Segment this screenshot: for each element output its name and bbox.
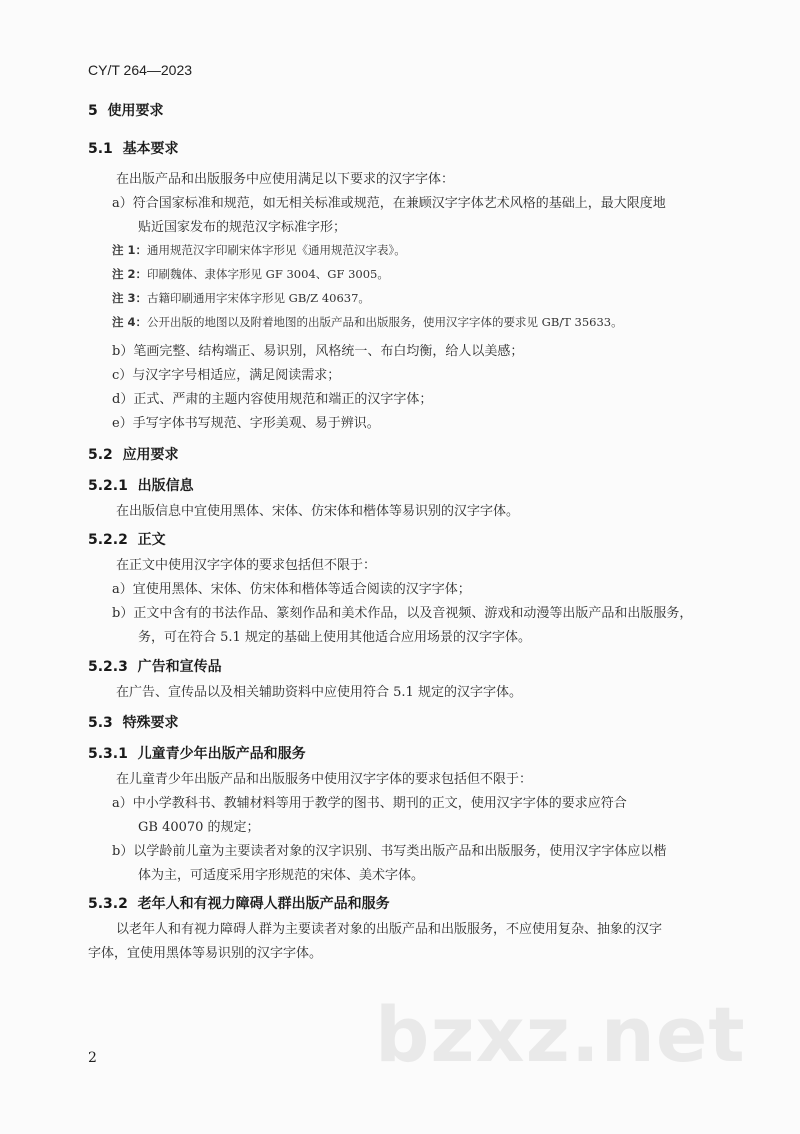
note-label: 注 4： (112, 315, 148, 329)
list-item-a-continued: 贴近国家发布的规范汉字标准字形； (138, 220, 347, 235)
section-title: 出版信息 (137, 478, 194, 494)
section-5-3-heading (88, 712, 179, 732)
note-2 (112, 266, 389, 282)
note-text: 通用规范汉字印刷宋体字形见《通用规范汉字表》。 (147, 243, 406, 257)
paragraph: 在儿童青少年出版产品和出版服务中使用汉字字体的要求包括但不限于： (116, 772, 533, 787)
watermark: bzxz.net (375, 990, 746, 1079)
note-label: 注 2： (112, 267, 148, 281)
list-item-b-continued: 务，可在符合 5.1 规定的基础上使用其他适合应用场景的汉字字体。 (138, 630, 531, 645)
section-number: 5.3.1 (88, 746, 128, 762)
section-title: 基本要求 (122, 141, 179, 157)
list-item-b-continued: 体为主，可适度采用字形规范的宋体、美术字体。 (138, 868, 425, 883)
note-3 (112, 290, 370, 306)
section-5-3-1-heading (88, 743, 306, 763)
note-text: 公开出版的地图以及附着地图的出版产品和出版服务，使用汉字字体的要求见 GB/T 35633。 (147, 315, 623, 329)
section-number: 5 (88, 103, 98, 119)
list-item-b: b）正文中含有的书法作品、篆刻作品和美术作品，以及音视频、游戏和动漫等出版产品和出版服务， (112, 606, 693, 621)
list-item-c: c）与汉字字号相适应，满足阅读需求； (112, 368, 341, 383)
section-5-1-heading (88, 138, 179, 158)
section-title: 广告和宣传品 (137, 659, 222, 675)
section-number: 5.2 (88, 447, 113, 463)
list-item-a-continued: GB 40070 的规定； (138, 820, 260, 835)
note-text: 印刷魏体、隶体字形见 GF 3004、GF 3005。 (147, 267, 389, 281)
section-5-2-heading (88, 444, 179, 464)
page-number: 2 (88, 1050, 97, 1066)
note-1 (112, 242, 406, 258)
section-number: 5.2.2 (88, 532, 128, 548)
section-number: 5.2.1 (88, 478, 128, 494)
list-item-d: d）正式、严肃的主题内容使用规范和端正的汉字字体； (112, 392, 433, 407)
section-5-2-1-heading (88, 475, 194, 495)
section-title: 特殊要求 (122, 715, 179, 731)
section-number: 5.3 (88, 715, 113, 731)
note-label: 注 3： (112, 291, 148, 305)
list-item-b: b）以学龄前儿童为主要读者对象的汉字识别、书写类出版产品和出版服务，使用汉字字体应以楷 (112, 844, 667, 859)
paragraph: 在正文中使用汉字字体的要求包括但不限于： (116, 558, 377, 573)
note-4 (112, 314, 623, 330)
list-item-a: a）宜使用黑体、宋体、仿宋体和楷体等适合阅读的汉字字体； (112, 582, 471, 597)
list-item-b: b）笔画完整、结构端正、易识别，风格统一、布白均衡，给人以美感； (112, 344, 524, 359)
section-title: 正文 (137, 532, 166, 548)
note-text: 古籍印刷通用字宋体字形见 GB/Z 40637。 (147, 291, 370, 305)
paragraph: 以老年人和有视力障碍人群为主要读者对象的出版产品和出版服务，不应使用复杂、抽象的汉字 (116, 922, 663, 937)
section-title: 儿童青少年出版产品和服务 (137, 746, 306, 762)
section-title: 老年人和有视力障碍人群出版产品和服务 (137, 896, 390, 912)
section-5-heading (88, 100, 164, 120)
section-number: 5.1 (88, 141, 113, 157)
note-label: 注 1： (112, 243, 148, 257)
section-5-2-2-heading (88, 529, 166, 549)
section-5-3-2-heading (88, 893, 390, 913)
list-item-a: a）中小学教科书、教辅材料等用于教学的图书、期刊的正文，使用汉字字体的要求应符合 (112, 796, 627, 811)
paragraph-continued: 字体，宜使用黑体等易识别的汉字字体。 (88, 946, 323, 961)
standard-code: CY/T 264—2023 (88, 62, 193, 78)
section-number: 5.2.3 (88, 659, 128, 675)
paragraph: 在出版信息中宜使用黑体、宋体、仿宋体和楷体等易识别的汉字字体。 (116, 504, 520, 519)
section-number: 5.3.2 (88, 896, 128, 912)
section-title: 应用要求 (122, 447, 179, 463)
paragraph: 在广告、宣传品以及相关辅助资料中应使用符合 5.1 规定的汉字字体。 (116, 685, 522, 700)
list-item-a: a）符合国家标准和规范，如无相关标准或规范，在兼顾汉字字体艺术风格的基础上，最大限度地 (112, 196, 666, 211)
paragraph: 在出版产品和出版服务中应使用满足以下要求的汉字字体： (116, 172, 455, 187)
section-5-2-3-heading (88, 656, 222, 676)
section-title: 使用要求 (107, 103, 164, 119)
list-item-e: e）手写字体书写规范、字形美观、易于辨识。 (112, 416, 380, 431)
